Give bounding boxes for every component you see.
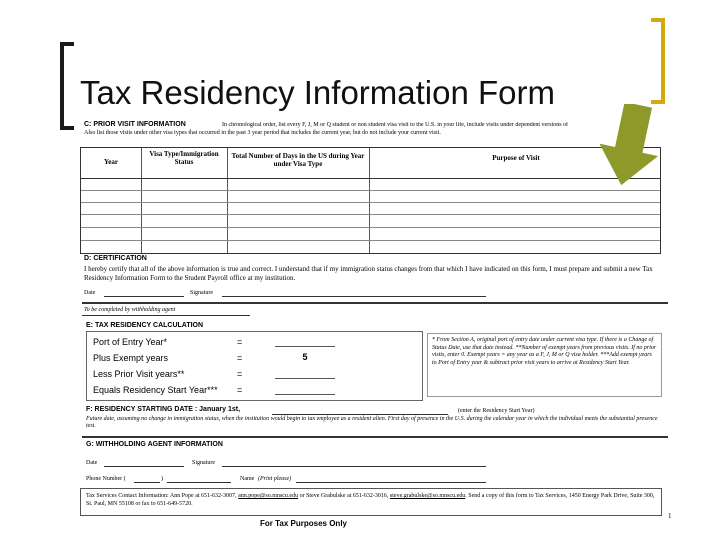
port-of-entry-year-field[interactable]: [275, 336, 335, 347]
contact-middle: or Steve Grabulske at 651-632-3016,: [299, 493, 389, 499]
page-number: 1: [668, 512, 672, 520]
section-g-heading: G: WITHHOLDING AGENT INFORMATION: [86, 441, 223, 448]
prior-visit-years-field[interactable]: [275, 368, 335, 379]
column-total-days: Total Number of Days in the US during Year under Visa Type: [231, 152, 365, 169]
agent-signature-field[interactable]: [222, 459, 486, 467]
calc-equals: =: [237, 337, 243, 347]
slide-title: Tax Residency Information Form: [80, 74, 556, 111]
email-link-steve-grabulske[interactable]: steve.grabulske@so.mnscu.edu: [389, 493, 466, 499]
calc-equals: =: [237, 353, 243, 363]
calculation-notes: * From Section A, original port of entry date under current visa type. If there is a Change of Status Date, use that date instead. **Number of exempt years from previous visits. If no prior visits, enter 0. Exempt years = any year as a F, J, M or Q visa holder. ***Add exempt years to Port of Entry year & subtract prior visit years to arrive at Residency Start Year.: [427, 333, 662, 397]
section-c-intro-1: In chronological order, list every F, J, M or Q student or non student visa visit to the U.S. in your life, include visits under dependent versions of: [222, 122, 569, 128]
calc-equals: =: [237, 385, 243, 395]
table-row[interactable]: [81, 241, 660, 254]
section-c-intro-2: Also list those visits under other visa types that occurred in the past 3 year period that includes the current year, but do not include your current visit.: [84, 130, 441, 136]
certification-text: I hereby certify that all of the above information is true and correct. I understand that if my immigration status changes from that which I have indicated on this form, I must prepare and submit a new Tax Residency Information Form to the Student Payroll office at my institution.: [84, 265, 653, 283]
section-c-heading: C: PRIOR VISIT INFORMATION: [84, 121, 186, 128]
footer-label: For Tax Purposes Only: [260, 519, 347, 528]
agent-note: To be completed by withholding agent: [84, 307, 176, 313]
agent-date-label: Date: [86, 460, 98, 466]
name-label: Name: [240, 476, 255, 482]
residency-start-year-input[interactable]: [272, 406, 448, 415]
calc-label-residency-start: Equals Residency Start Year***: [93, 385, 218, 395]
tax-calculation-box: [86, 331, 423, 401]
calc-label-prior-visit: Less Prior Visit years**: [93, 369, 185, 379]
column-visa-type: Visa Type/Immigration Status: [149, 150, 219, 167]
left-bracket-decoration: [60, 42, 74, 130]
agent-date-field[interactable]: [104, 459, 184, 467]
agent-signature-label: Signature: [192, 460, 215, 466]
section-f-heading: F: RESIDENCY STARTING DATE : January 1st,: [86, 406, 241, 413]
contact-suffix: . Send a copy of this form to Tax Services, 1450 Energy Park Drive, Suite 300, St. Paul, MN 55108 or fax to 651-649-5720.: [86, 493, 655, 508]
name-hint: (Print please): [258, 476, 292, 482]
column-purpose: Purpose of Visit: [492, 154, 540, 162]
table-row[interactable]: [81, 215, 660, 227]
exempt-years-value: 5: [302, 352, 308, 362]
table-row[interactable]: [81, 191, 660, 202]
table-row[interactable]: [81, 228, 660, 240]
pointing-arrow-icon: [600, 104, 662, 188]
table-row[interactable]: [81, 179, 660, 190]
calc-equals: =: [237, 369, 243, 379]
section-e-heading: E: TAX RESIDENCY CALCULATION: [86, 322, 204, 329]
contact-information-box: [80, 488, 662, 516]
email-link-ann-pope[interactable]: ann.pope@so.mnscu.edu: [238, 493, 299, 499]
phone-number-field[interactable]: [167, 475, 231, 483]
residency-start-year-field[interactable]: [275, 384, 335, 395]
signature-label: Signature: [190, 290, 213, 296]
prior-visit-table: [80, 147, 661, 254]
certification-date-field[interactable]: [104, 289, 184, 297]
calc-label-port-of-entry: Port of Entry Year*: [93, 337, 168, 347]
phone-close-paren: ): [161, 476, 163, 482]
calc-label-exempt-years: Plus Exempt years: [93, 353, 169, 363]
section-f-text: Future date, assuming no change in immigration status, when the institution would begin to tax employee as a resident alien. First day of presence in the U.S. during the calendar year in which the individual meets the substantial presence test.: [86, 416, 658, 430]
divider: [82, 302, 668, 304]
agent-name-field[interactable]: [296, 475, 486, 483]
table-row[interactable]: [81, 203, 660, 214]
section-d-heading: D: CERTIFICATION: [84, 255, 147, 262]
certification-signature-field[interactable]: [222, 289, 486, 297]
contact-prefix: Tax Services Contact Information: Ann Pope at 651-632-3007,: [86, 493, 237, 499]
right-bracket-decoration: [651, 18, 665, 104]
section-f-hint: (enter the Residency Start Year): [458, 408, 535, 414]
divider: [82, 315, 250, 316]
column-year: Year: [104, 158, 118, 166]
divider: [82, 436, 668, 438]
phone-label: Phone Number (: [86, 476, 126, 482]
phone-area-code-field[interactable]: [134, 475, 160, 483]
date-label: Date: [84, 290, 96, 296]
